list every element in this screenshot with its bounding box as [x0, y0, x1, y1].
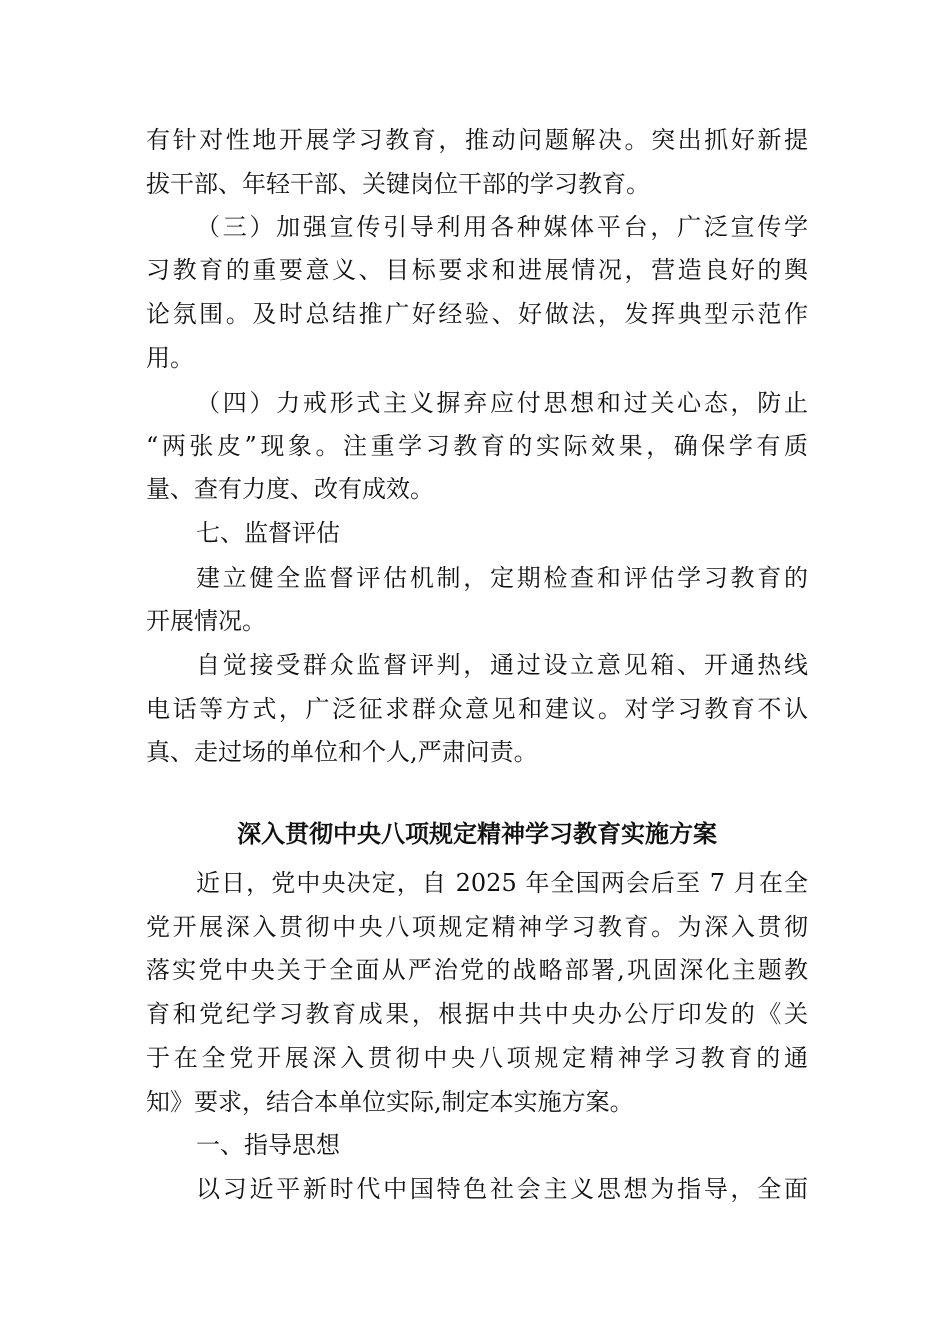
paragraph-line: 电话等方式，广泛征求群众意见和建议。对学习教育不认 — [146, 695, 808, 723]
paragraph-line: （三）加强宣传引导利用各种媒体平台，广泛宣传学 — [196, 213, 808, 241]
paragraph-line: 育和党纪学习教育成果，根据中共中央办公厅印发的《关 — [146, 1000, 808, 1028]
document-title: 深入贯彻中央八项规定精神学习教育实施方案 — [237, 820, 717, 848]
section-heading: 一、指导思想 — [196, 1131, 340, 1159]
paragraph-line: 有针对性地开展学习教育，推动问题解决。突出抓好新提 — [146, 126, 808, 154]
paragraph-line: 以习近平新时代中国特色社会主义思想为指导，全面 — [196, 1175, 808, 1203]
paragraph-line: 落实党中央关于全面从严治党的战略部署,巩固深化主题教 — [146, 956, 808, 984]
paragraph-line: 党开展深入贯彻中央八项规定精神学习教育。为深入贯彻 — [146, 913, 808, 941]
section-heading: 七、监督评估 — [196, 519, 340, 547]
paragraph-line: “两张皮”现象。注重学习教育的实际效果，确保学有质 — [146, 432, 808, 460]
paragraph-line: 于在全党开展深入贯彻中央八项规定精神学习教育的通 — [146, 1044, 808, 1072]
paragraph-line: 近日，党中央决定，自 2025 年全国两会后至 7 月在全 — [196, 869, 808, 897]
paragraph-line: 用。 — [146, 344, 194, 372]
paragraph-line: 论氛围。及时总结推广好经验、好做法，发挥典型示范作 — [146, 300, 808, 328]
paragraph-line: 建立健全监督评估机制，定期检查和评估学习教育的 — [196, 564, 808, 592]
paragraph-line: 真、走过场的单位和个人,严肃问责。 — [146, 738, 538, 766]
paragraph-line: （四）力戒形式主义摒弃应付思想和过关心态，防止 — [196, 389, 808, 417]
paragraph-line: 习教育的重要意义、目标要求和进展情况，营造良好的舆 — [146, 256, 808, 284]
paragraph-line: 量、查有力度、改有成效。 — [146, 475, 434, 503]
paragraph-line: 自觉接受群众监督评判，通过设立意见箱、开通热线 — [196, 651, 808, 679]
paragraph-line: 开展情况。 — [146, 607, 266, 635]
paragraph-line: 知》要求，结合本单位实际,制定本实施方案。 — [146, 1088, 634, 1116]
paragraph-line: 拔干部、年轻干部、关键岗位干部的学习教育。 — [146, 170, 650, 198]
